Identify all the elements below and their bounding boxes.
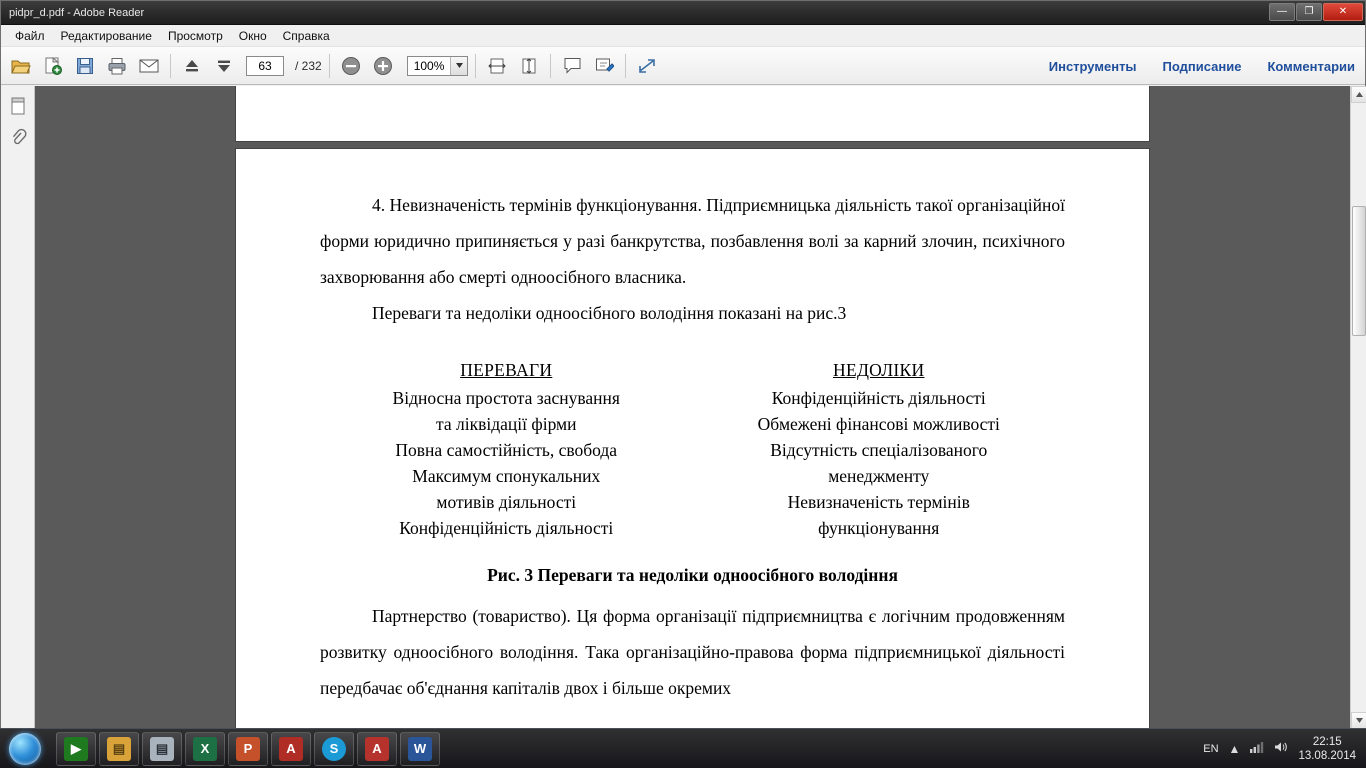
menu-item-edit[interactable]: Редактирование — [60, 28, 152, 43]
abbyy-icon: A — [279, 737, 303, 761]
word-icon: W — [408, 737, 432, 761]
advantages-line-5: мотивів діяльності — [436, 492, 577, 512]
page-nav-group — [178, 52, 322, 80]
zoom-group — [337, 52, 469, 80]
sign-link[interactable]: Подписание — [1162, 58, 1242, 74]
paragraph-3: Партнерство (товариство). Ця форма організації підприємництва є логічним продовженням розвитку одноосібного володіння. Така організаційно-правова форма підприємницької діяльності передбачає об'єднання капіталів двох і більше окремих — [320, 606, 1065, 698]
taskbar-item-excel[interactable] — [185, 732, 225, 766]
file-tools-group — [7, 52, 163, 80]
figure-column-advantages — [320, 357, 693, 541]
taskbar-item-adobe-reader[interactable] — [357, 732, 397, 766]
clock-date: 13.08.2014 — [1298, 749, 1356, 762]
toolbar-separator-4 — [550, 54, 551, 78]
taskbar — [0, 728, 1366, 768]
toolbar-separator-2 — [329, 54, 330, 78]
network-icon[interactable] — [1250, 741, 1264, 756]
disadvantages-heading: НЕДОЛІКИ — [833, 360, 925, 380]
figure-caption: Рис. 3 Переваги та недоліки одноосібного володіння — [487, 565, 898, 585]
zoom-value: 100% — [413, 58, 445, 73]
taskbar-item-explorer-2[interactable] — [142, 732, 182, 766]
email-icon[interactable] — [135, 52, 163, 80]
toolbar-separator-5 — [625, 54, 626, 78]
page-number-input[interactable] — [246, 56, 284, 76]
toolbar — [1, 47, 1365, 85]
disadvantages-line-6: функціонування — [818, 518, 940, 538]
attachments-icon[interactable] — [4, 124, 32, 152]
document-viewport[interactable] — [35, 86, 1350, 729]
advantages-line-2: та ліквідації фірми — [436, 414, 577, 434]
menu-bar — [1, 25, 1365, 47]
comment-icon[interactable] — [558, 52, 586, 80]
taskbar-items — [56, 732, 440, 766]
show-hidden-icons-icon[interactable]: ▲ — [1228, 741, 1241, 756]
taskbar-item-powerpoint[interactable] — [228, 732, 268, 766]
taskbar-item-file-explorer[interactable] — [99, 732, 139, 766]
disadvantages-line-2: Обмежені фінансові можливості — [757, 414, 1000, 434]
skype-icon: S — [322, 737, 346, 761]
fullscreen-icon[interactable] — [633, 52, 661, 80]
disadvantages-line-5: Невизначеність термінів — [787, 492, 970, 512]
work-area — [1, 86, 1366, 729]
taskbar-item-media-player[interactable] — [56, 732, 96, 766]
advantages-line-6: Конфіденційність діяльності — [399, 518, 614, 538]
previous-page-icon[interactable] — [178, 52, 206, 80]
adobe-reader-icon: A — [365, 737, 389, 761]
disadvantages-line-3: Відсутність спеціалізованого — [770, 440, 988, 460]
zoom-out-icon[interactable] — [337, 52, 365, 80]
print-icon[interactable] — [103, 52, 131, 80]
folder-icon: ▤ — [150, 737, 174, 761]
taskbar-item-word[interactable] — [400, 732, 440, 766]
figure-advantages-disadvantages — [320, 357, 1065, 541]
previous-page-fragment — [236, 86, 1149, 141]
file-explorer-icon: ▤ — [107, 737, 131, 761]
windows-orb-icon — [9, 733, 41, 765]
advantages-line-1: Відносна простота заснування — [392, 388, 620, 408]
window-title: pidpr_d.pdf - Adobe Reader — [9, 6, 145, 19]
comments-link[interactable]: Комментарии — [1267, 58, 1355, 74]
save-icon[interactable] — [71, 52, 99, 80]
excel-icon: X — [193, 737, 217, 761]
pdf-page — [236, 149, 1149, 729]
scroll-down-arrow[interactable] — [1351, 712, 1366, 729]
zoom-in-icon[interactable] — [369, 52, 397, 80]
zoom-select[interactable] — [407, 56, 469, 76]
highlight-icon[interactable] — [590, 52, 618, 80]
volume-icon[interactable] — [1274, 741, 1288, 756]
scrollbar-thumb[interactable] — [1352, 206, 1366, 336]
menu-item-file[interactable]: Файл — [15, 28, 45, 43]
fit-page-icon[interactable] — [515, 52, 543, 80]
minimize-button[interactable]: — — [1269, 3, 1295, 21]
fullscreen-group — [633, 52, 661, 80]
fit-width-icon[interactable] — [483, 52, 511, 80]
title-bar — [1, 1, 1365, 25]
figure-column-disadvantages — [693, 357, 1066, 541]
toolbar-separator-3 — [475, 54, 476, 78]
close-button[interactable]: ✕ — [1323, 3, 1363, 21]
tools-link[interactable]: Инструменты — [1048, 58, 1137, 74]
chevron-down-icon[interactable] — [450, 57, 467, 75]
media-player-icon: ▶ — [64, 737, 88, 761]
create-pdf-icon[interactable] — [39, 52, 67, 80]
clock-time: 22:15 — [1312, 735, 1342, 748]
maximize-button[interactable]: ❐ — [1296, 3, 1322, 21]
scroll-up-arrow[interactable] — [1351, 86, 1366, 103]
advantages-line-4: Максимум спонукальних — [412, 466, 601, 486]
page-total-label: / 232 — [295, 58, 322, 73]
clock[interactable] — [1298, 735, 1356, 763]
window-controls — [1269, 3, 1363, 21]
start-button[interactable] — [2, 731, 48, 767]
taskbar-item-abbyy[interactable] — [271, 732, 311, 766]
system-tray — [1203, 735, 1366, 763]
disadvantages-line-1: Конфіденційність діяльності — [771, 388, 986, 408]
toolbar-separator — [170, 54, 171, 78]
page-thumbnails-icon[interactable] — [4, 92, 32, 120]
menu-item-view[interactable]: Просмотр — [167, 28, 223, 43]
advantages-line-3: Повна самостійність, свобода — [395, 440, 618, 460]
next-page-icon[interactable] — [210, 52, 238, 80]
open-file-icon[interactable] — [7, 52, 35, 80]
menu-item-window[interactable]: Окно — [238, 28, 267, 43]
navigation-pane — [1, 86, 35, 729]
disadvantages-line-4: менеджменту — [828, 466, 930, 486]
taskbar-item-skype[interactable] — [314, 732, 354, 766]
vertical-scrollbar[interactable] — [1350, 86, 1366, 729]
paragraph-1: 4. Невизначеність термінів функціонування. Підприємницька діяльність такої організаційної форми юридично припиняється у разі банкрутства, позбавлення волі за карний злочин, психічного захворювання або смерті одноосібного власника. — [320, 195, 1065, 287]
view-mode-group — [483, 52, 543, 80]
toolbar-right-links — [1049, 47, 1355, 85]
menu-item-help[interactable]: Справка — [282, 28, 330, 43]
comment-group — [558, 52, 618, 80]
paragraph-2: Переваги та недоліки одноосібного володіння показані на рис.3 — [372, 303, 847, 323]
powerpoint-icon: P — [236, 737, 260, 761]
language-indicator[interactable]: EN — [1203, 742, 1219, 755]
advantages-heading: ПЕРЕВАГИ — [460, 360, 553, 380]
